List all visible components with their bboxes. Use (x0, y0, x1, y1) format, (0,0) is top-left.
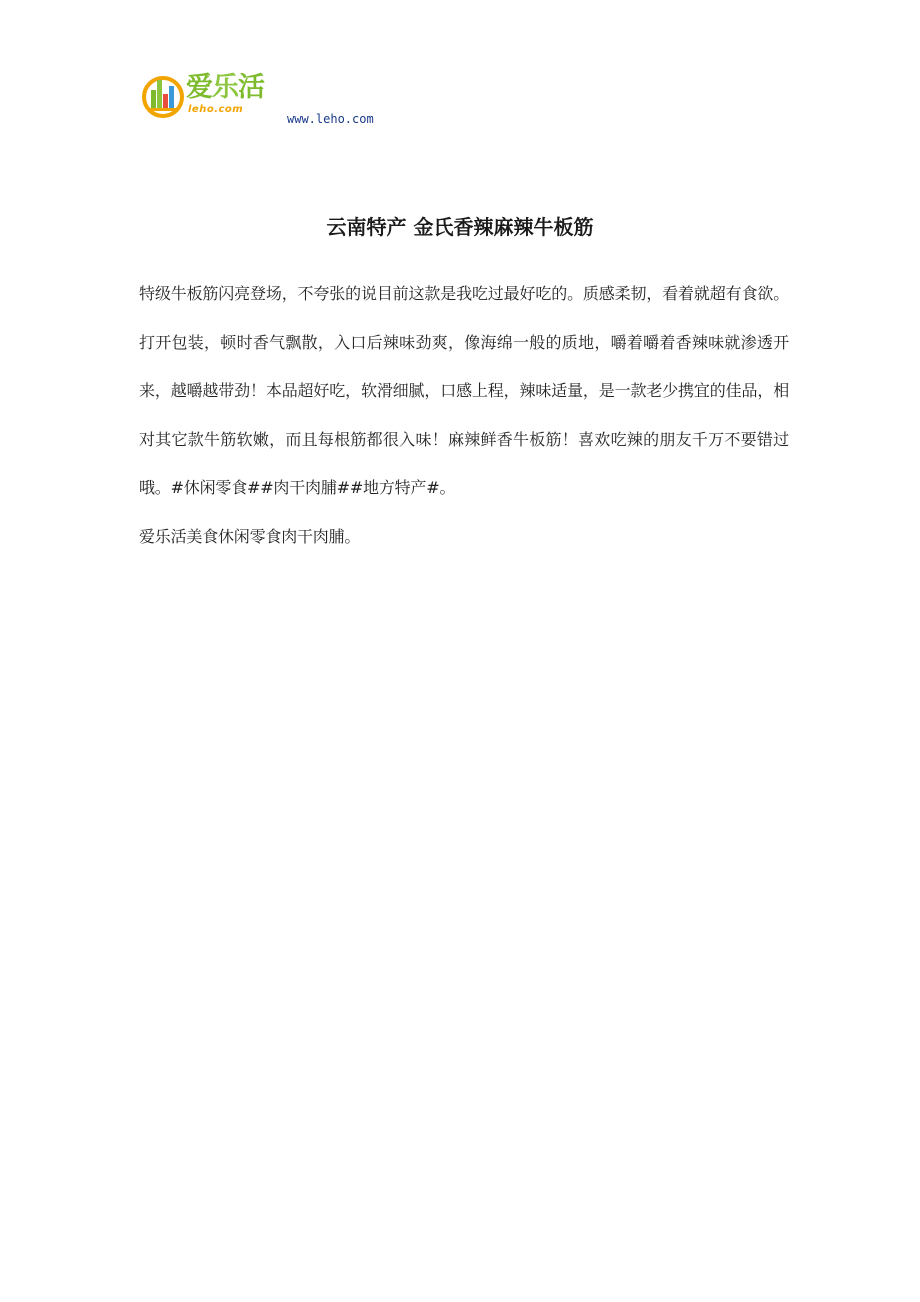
body-paragraph: 特级牛板筋闪亮登场，不夸张的说目前这款是我吃过最好吃的。质感柔韧，看着就超有食欲。打开包装，顿时香气飘散，入口后辣味劲爽，像海绵一般的质地，嚼着嚼着香辣味就渗透开来，越嚼越带劲！本品超好吃，软滑细腻，口感上程，辣味适量，是一款老少携宜的佳品，相对其它款牛筋软嫩，而且每根筋都很入味！麻辣鲜香牛板筋！喜欢吃辣的朋友千万不要错过哦。#休闲零食##肉干肉脯##地方特产#。 (139, 284, 789, 497)
bar-chart-logo-icon (140, 72, 186, 118)
logo-char-3: 活 (238, 72, 264, 103)
leho-logo[interactable] (140, 70, 285, 120)
document-body (139, 270, 789, 561)
page-header (140, 70, 400, 130)
logo-brand-text (186, 74, 264, 101)
body-paragraph: 爱乐活美食休闲零食肉干肉脯。 (139, 526, 361, 546)
site-url-link[interactable]: www.leho.com (287, 112, 374, 126)
logo-char-2: 乐 (212, 72, 238, 103)
document-title: 云南特产 金氏香辣麻辣牛板筋 (326, 215, 594, 239)
logo-subtitle: leho.com (188, 104, 244, 115)
logo-char-1: 爱 (186, 72, 212, 103)
